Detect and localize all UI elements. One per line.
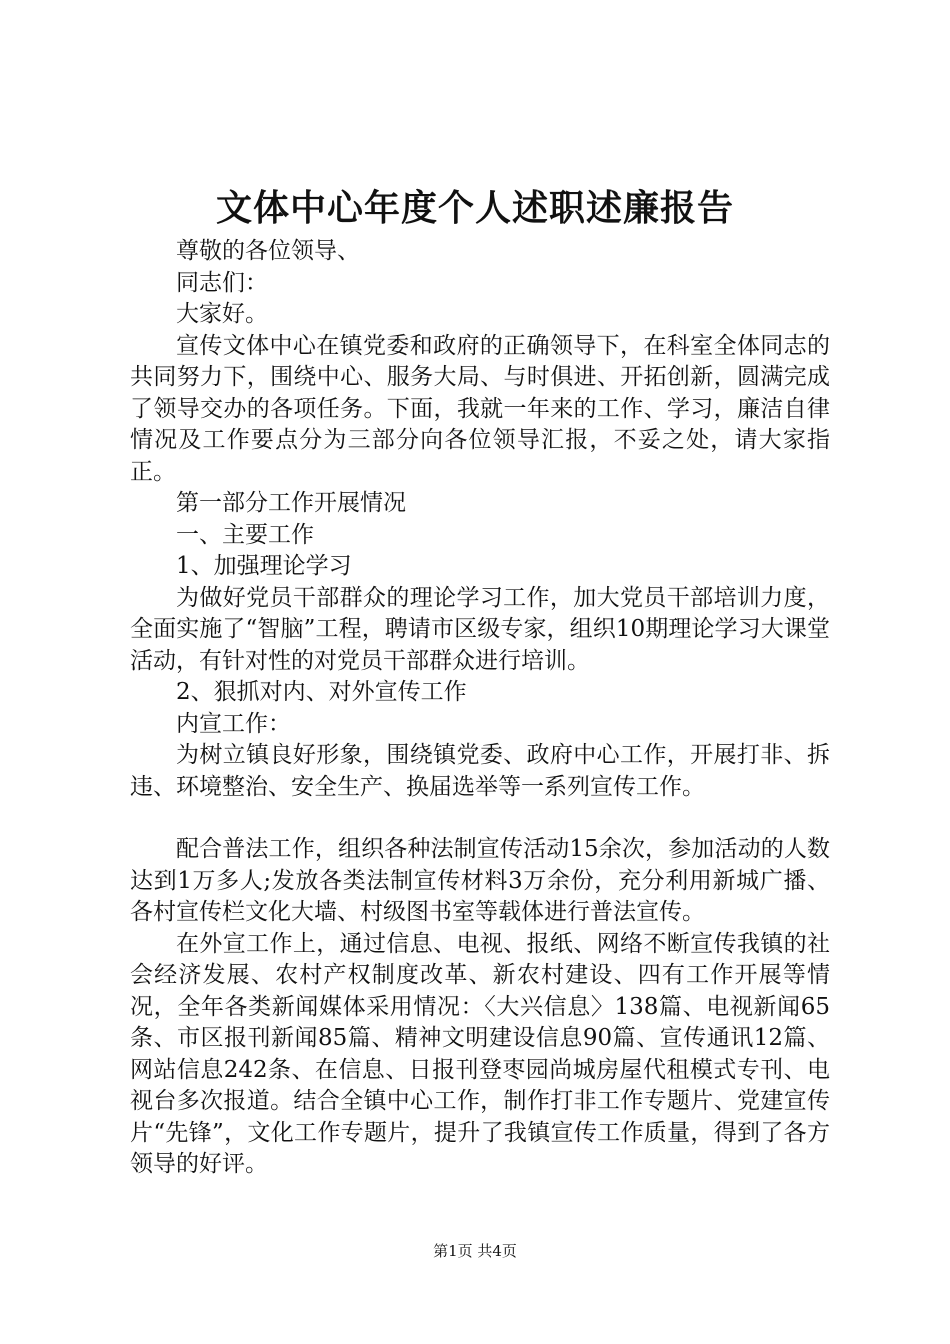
salutation-line-2: 同志们： — [176, 269, 268, 296]
internal-publicity-heading: 内宣工作： — [176, 710, 291, 737]
subsection-heading-publicity: 2、狠抓对内、对外宣传工作 — [176, 679, 467, 705]
page-number-footer: 第1页 共4页 — [433, 1242, 517, 1260]
part-one-heading: 第一部分工作开展情况 — [176, 490, 406, 516]
internal-publicity-paragraph: 为树立镇良好形象，围绕镇党委、政府中心工作，开展打非、拆违、环境整治、安全生产、换届选举等一系列宣传工作。 — [130, 742, 830, 800]
external-publicity-paragraph: 在外宣工作上，通过信息、电视、报纸、网络不断宣传我镇的社会经济发展、农村产权制度改革、新农村建设、四有工作开展等情况，全年各类新闻媒体采用情况：〈大兴信息〉138篇、电视新闻65条、市区报刊新闻85篇、精神文明建设信息90篇、宣传通讯12篇、网站信息242条、在信息、日报刊登枣园尚城房屋代租模式专刊、电视台多次报道。结合全镇中心工作，制作打非工作专题片、党建宣传片“先锋”，文化工作专题片，提升了我镇宣传工作质量，得到了各方领导的好评。 — [130, 930, 830, 1177]
legal-publicity-paragraph: 配合普法工作，组织各种法制宣传活动15余次，参加活动的人数达到1万多人;发放各类法制宣传材料3万余份，充分利用新城广播、各村宣传栏文化大墙、村级图书室等载体进行普法宣传。 — [130, 836, 830, 925]
theory-study-paragraph: 为做好党员干部群众的理论学习工作，加大党员干部培训力度，全面实施了“智脑”工程，聘请市区级专家，组织10期理论学习大课堂活动，有针对性的对党员干部群众进行培训。 — [130, 584, 830, 674]
salutation-line-1: 尊敬的各位领导、 — [176, 238, 360, 264]
document-body — [130, 236, 830, 1181]
greeting-line: 大家好。 — [176, 301, 268, 327]
intro-paragraph: 宣传文体中心在镇党委和政府的正确领导下，在科室全体同志的共同努力下，围绕中心、服务大局、与时俱进、开拓创新，圆满完成了领导交办的各项任务。下面，我就一年来的工作、学习，廉洁自律情况及工作要点分为三部分向各位领导汇报，不妥之处，请大家指正。 — [130, 332, 830, 485]
document-title: 文体中心年度个人述职述廉报告 — [215, 187, 734, 229]
section-heading-main-work: 一、主要工作 — [176, 521, 314, 548]
subsection-heading-theory-study: 1、加强理论学习 — [176, 553, 352, 579]
